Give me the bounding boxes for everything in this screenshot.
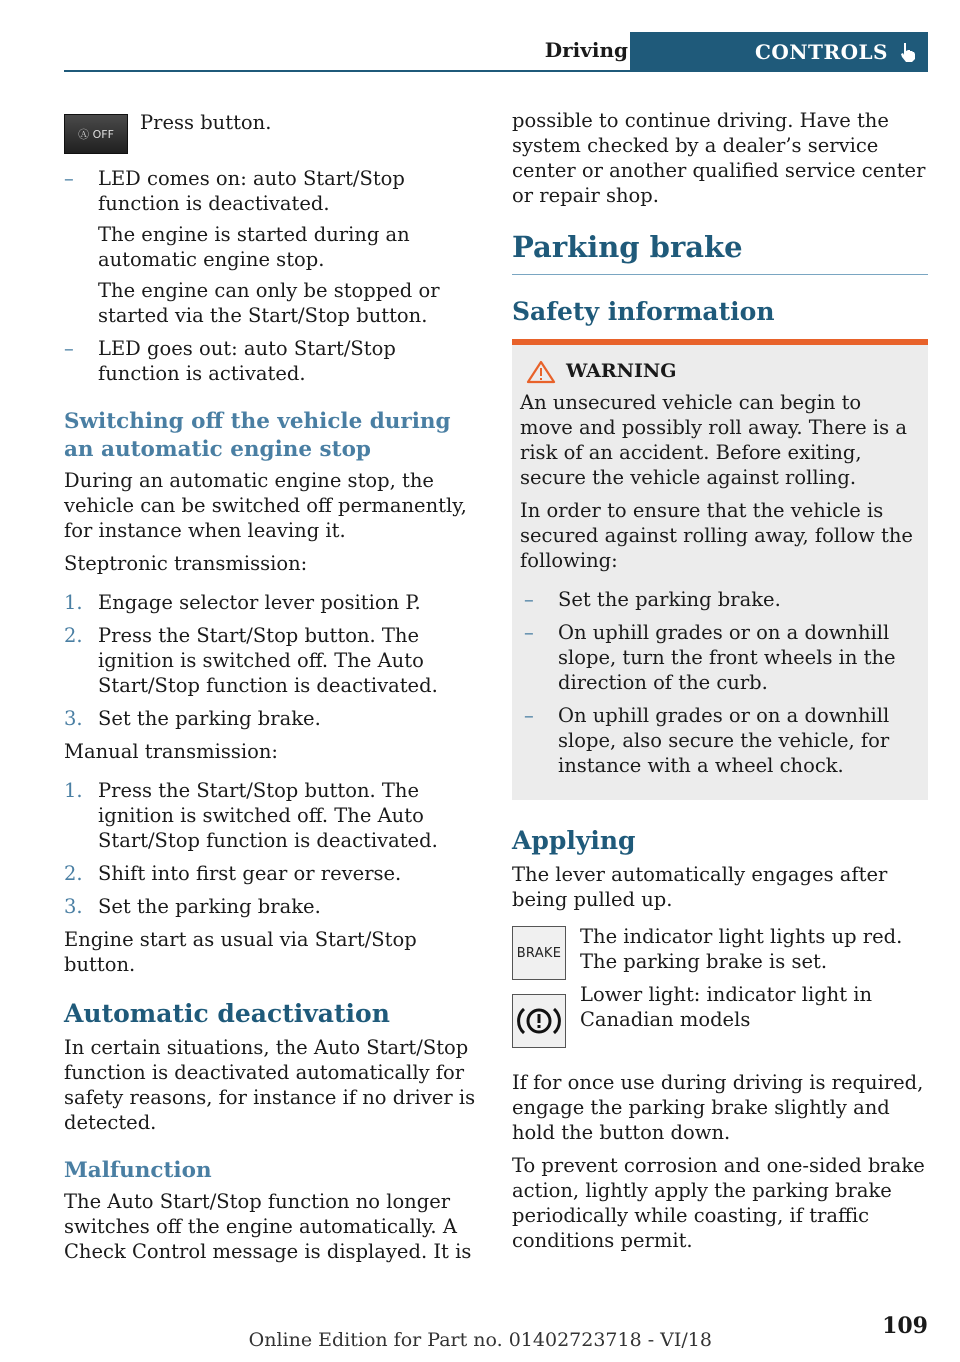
step-text: Press the Start/Stop button. The ignition is switched off. The Auto Start/Stop function is deactivated. [98,779,438,852]
hand-pointer-icon [898,41,918,63]
list-marker: – [524,704,534,727]
warning-header [520,359,920,384]
header-rule [64,70,928,72]
step-number: 3. [64,895,83,918]
parking-brake-heading: Parking brake [512,230,928,275]
step-text: Set the parking brake. [98,895,321,918]
manual-label: Manual transmission: [64,740,278,763]
auto-deactivation-text: In certain situations, the Auto Start/Stop function is deactivated automatically for safety reasons, for instance if no driver is detected. [64,1036,476,1134]
warning-item-text: Set the parking brake. [558,588,781,611]
step-number: 1. [64,779,83,802]
page-header [64,32,928,72]
manual-steps [64,778,482,919]
list-marker: – [64,167,74,190]
warning-text-1: An unsecured vehicle can begin to move and possibly roll away. There is a risk of an accident. Before exiting, secure the vehicle against rolling. [520,391,907,489]
header-chapter-tab [630,32,928,72]
led-status-list [64,166,482,386]
warning-list [520,587,920,778]
page-number: 109 [882,1313,928,1339]
malfunction-text: The Auto Start/Stop function no longer switches off the engine automatically. A Check Control message is displayed. It is [64,1190,472,1263]
left-column [64,108,482,1272]
list-item [520,703,920,778]
step-text: Shift into first gear or reverse. [98,862,402,885]
header-section-title: Driving [544,38,628,62]
step-text: Press the Start/Stop button. The ignition is switched off. The Auto Start/Stop function is deactivated. [98,624,438,697]
list-item [64,861,482,886]
list-item [64,778,482,853]
engine-start-text: Engine start as usual via Start/Stop button. [64,928,417,976]
safety-information-heading: Safety information [512,297,775,326]
step-number: 3. [64,707,83,730]
led-on-text: LED comes on: auto Start/Stop function is deactivated. [98,167,405,215]
warning-item-text: On uphill grades or on a downhill slope, turn the front wheels in the direction of the curb. [558,621,896,694]
lower-light-text: Lower light: indicator light in Canadian models [580,983,873,1031]
list-marker: – [64,337,74,360]
list-marker: – [524,588,534,611]
list-item [520,587,920,612]
continuation-text: possible to continue driving. Have the system checked by a dealer’s service center or another qualified service center or repair shop. [512,109,926,207]
list-item [520,620,920,695]
steptronic-label: Steptronic transmission: [64,552,308,575]
warning-title: WARNING [566,360,677,382]
list-item [64,166,482,328]
warning-triangle-icon [526,360,556,384]
step-number: 1. [64,591,83,614]
press-button-row [64,108,482,154]
list-item [64,623,482,698]
led-on-sub2: The engine can only be stopped or started via the Start/Stop button. [98,279,440,327]
led-on-sub1: The engine is started during an automatic engine stop. [98,223,410,271]
indicator-text: The indicator light lights up red. The parking brake is set. [580,925,903,973]
auto-deactivation-heading: Automatic deactivation [64,999,390,1028]
step-number: 2. [64,862,83,885]
step-number: 2. [64,624,83,647]
edition-footer: Online Edition for Part no. 01402723718 - VI/18 [248,1329,712,1351]
brake-indicator-icon [512,926,566,980]
button-icon-label: Ⓐ OFF [78,127,114,141]
header-chapter-label: CONTROLS [754,39,888,64]
indicator-row [512,924,928,1062]
list-marker: – [524,621,534,644]
indicator-icons [512,924,568,1062]
list-item [64,894,482,919]
right-column [512,108,928,1261]
steptronic-steps [64,590,482,731]
list-item [64,590,482,615]
auto-start-stop-off-button-icon [64,114,128,154]
applying-heading: Applying [512,826,636,855]
list-item [64,706,482,731]
step-text: Set the parking brake. [98,707,321,730]
indicator-texts [580,924,928,1040]
step-text: Engage selector lever position P. [98,591,421,614]
canadian-brake-indicator-icon [512,994,566,1048]
warning-text-2: In order to ensure that the vehicle is secured against rolling away, follow the following: [520,499,913,572]
corrosion-text: To prevent corrosion and one-sided brake action, lightly apply the parking brake periodically while coasting, if traffic conditions permit. [512,1154,925,1252]
list-item [64,336,482,386]
switch-off-text: During an automatic engine stop, the vehicle can be switched off permanently, for instance when leaving it. [64,469,467,542]
warning-box [512,339,928,800]
led-off-text: LED goes out: auto Start/Stop function is activated. [98,337,396,385]
brake-icon-label: BRAKE [516,945,562,961]
press-button-text: Press button. [140,111,272,134]
applying-text: The lever automatically engages after being pulled up. [512,863,888,911]
warning-item-text: On uphill grades or on a downhill slope, also secure the vehicle, for instance with a wheel chock. [558,704,890,777]
switch-off-heading: Switching off the vehicle during an automatic engine stop [64,409,451,462]
malfunction-heading: Malfunction [64,1158,212,1183]
driving-use-text: If for once use during driving is required, engage the parking brake slightly and hold the button down. [512,1071,924,1144]
exclamation-circle-icon [517,1003,561,1039]
